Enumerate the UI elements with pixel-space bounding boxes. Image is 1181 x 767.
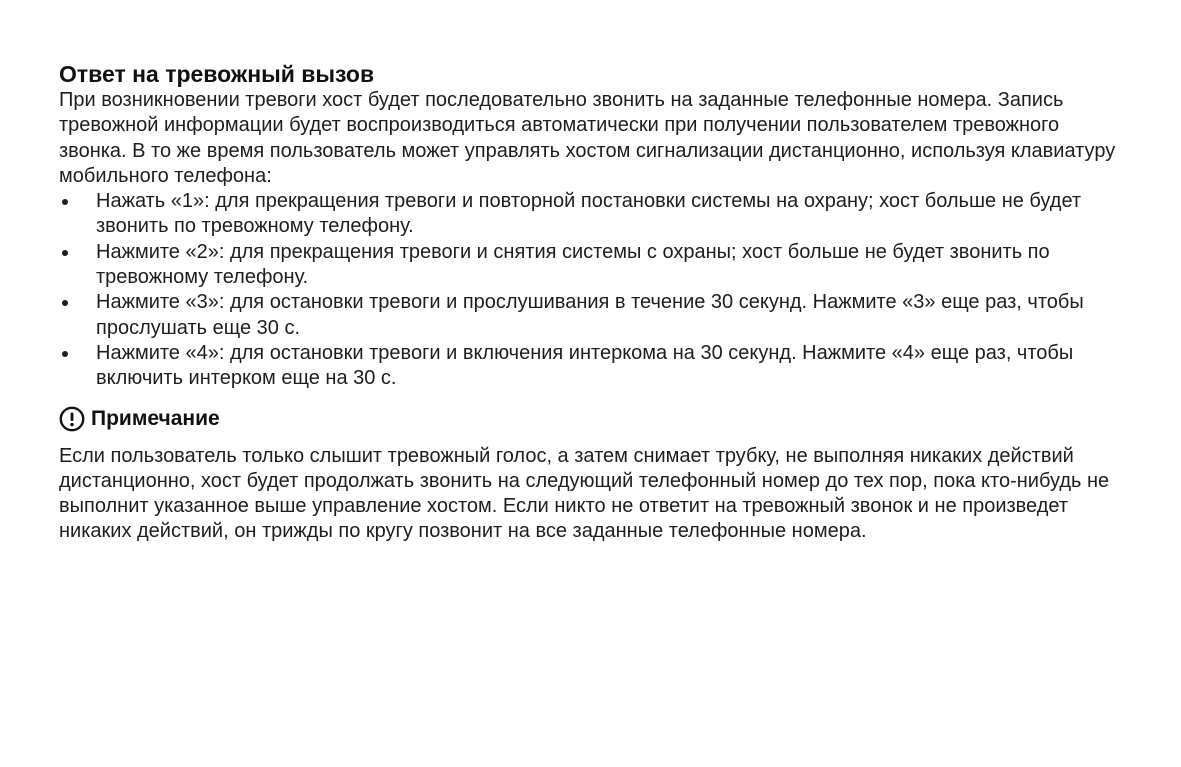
list-item: Нажмите «4»: для остановки тревоги и включения интеркома на 30 секунд. Нажмите «4» еще раз, чтобы включить интерком еще на 30 с. <box>59 341 1129 392</box>
section-title: Ответ на тревожный вызов <box>59 61 375 87</box>
intro-paragraph: При возникновении тревоги хост будет последовательно звонить на заданные телефонные номера. Запись тревожной информации будет воспроизводиться автоматически при получении пользователем тревожного звонка. В то же время пользователь может управлять хостом сигнализации дистанционно, используя клавиатуру мобильного телефона: <box>59 89 1116 187</box>
bullet-list <box>59 189 1129 391</box>
note-title: Примечание <box>91 406 220 430</box>
list-item: Нажмите «3»: для остановки тревоги и прослушивания в течение 30 секунд. Нажмите «3» еще раз, чтобы прослушать еще 30 с. <box>59 290 1129 341</box>
note-header <box>59 405 1129 433</box>
document-page <box>59 60 1129 545</box>
list-item: Нажать «1»: для прекращения тревоги и повторной постановки системы на охрану; хост больше не будет звонить по тревожному телефону. <box>59 189 1129 240</box>
list-item: Нажмите «2»: для прекращения тревоги и снятия системы с охраны; хост больше не будет звонить по тревожному телефону. <box>59 240 1129 291</box>
note-paragraph: Если пользователь только слышит тревожный голос, а затем снимает трубку, не выполняя никаких действий дистанционно, хост будет продолжать звонить на следующий телефонный номер до тех пор, пока кто-нибудь не выполнит указанное выше управление хостом. Если никто не ответит на тревожный звонок и не произведет никаких действий, он трижды по кругу позвонит на все заданные телефонные номера. <box>59 444 1110 543</box>
exclamation-circle-icon <box>59 406 85 432</box>
